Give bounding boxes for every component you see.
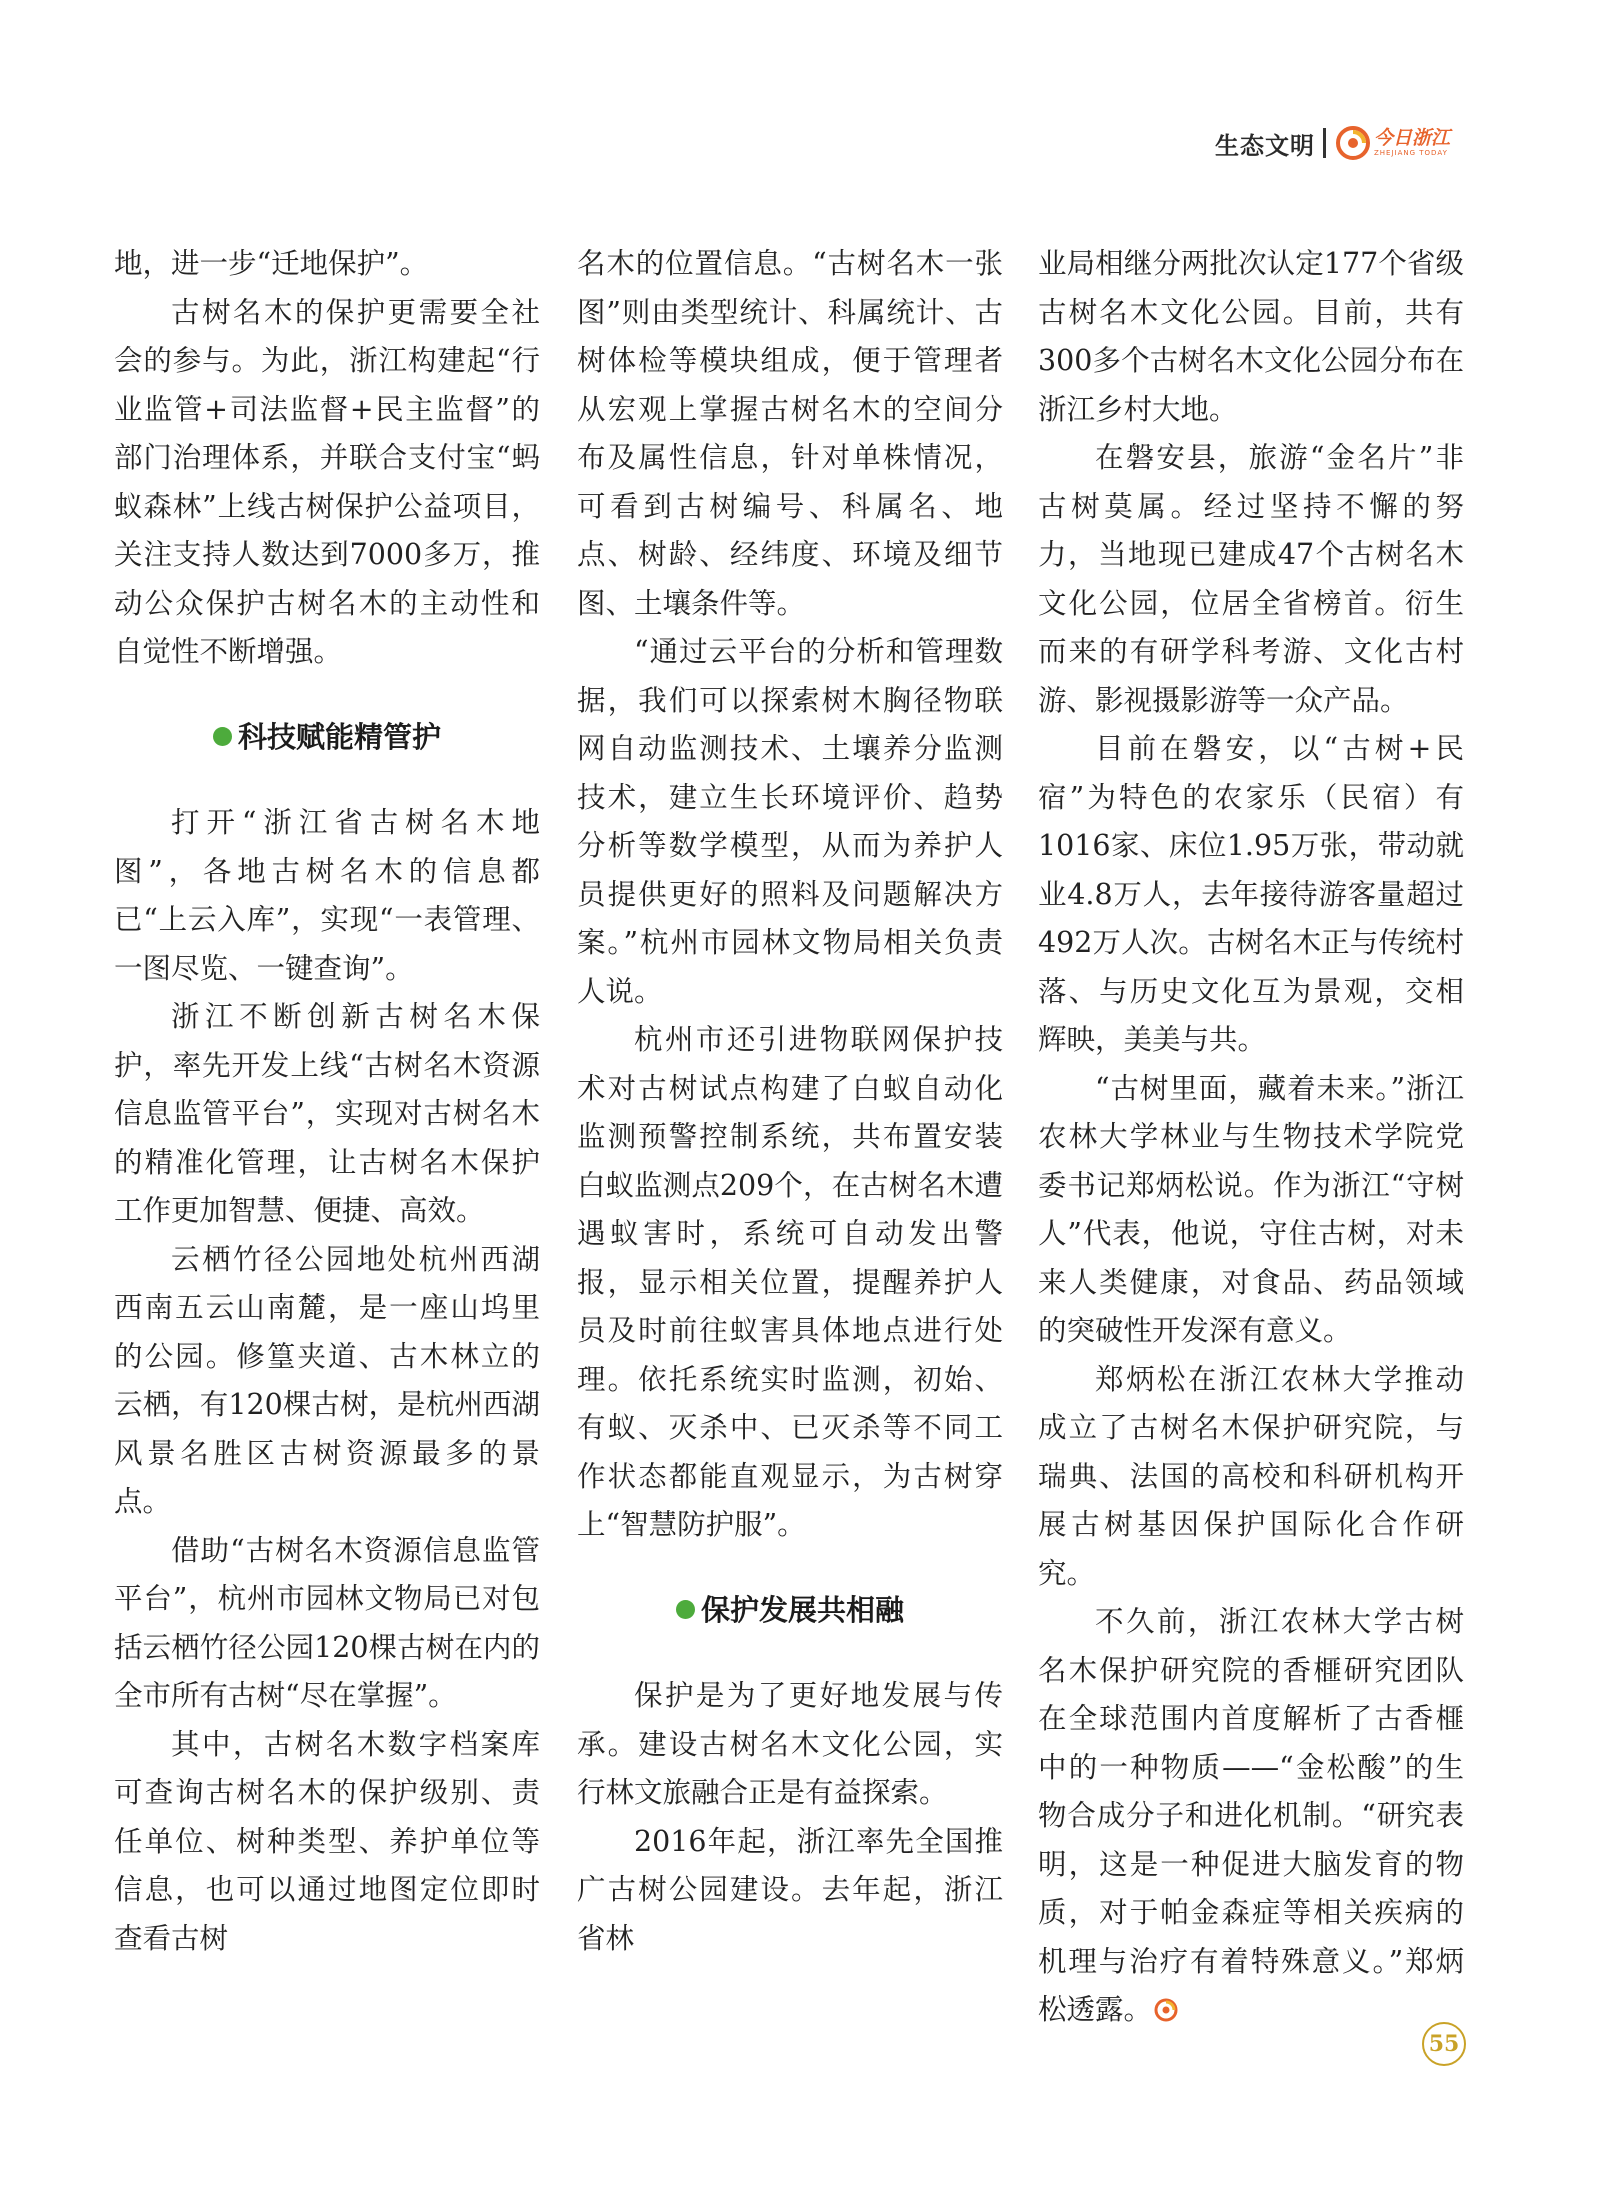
paragraph: 业局相继分两批次认定177个省级古树名木文化公园。目前，共有300多个古树名木文化公园分布在浙江乡村大地。 (1038, 247, 1464, 426)
paragraph: 在磐安县，旅游“金名片”非古树莫属。经过坚持不懈的努力，当地现已建成47个古树名木文化公园，位居全省榜首。衍生而来的有研学科考游、文化古村游、影视摄影游等一众产品。 (1038, 441, 1464, 717)
section-name: 生态文明 (1214, 131, 1315, 160)
page-header (1215, 118, 1450, 168)
page-number: 55 (1422, 2022, 1466, 2066)
paragraph-last (1038, 1598, 1464, 2035)
paragraph: “通过云平台的分析和管理数据，我们可以探索树木胸径物联网自动监测技术、土壤养分监测技术，建立生长环境评价、趋势分析等数学模型，从而为养护人员提供更好的照料及问题解决方案。”杭州市园林文物局相关负责人说。 (577, 635, 1003, 1008)
paragraph: 地，进一步“迁地保护”。 (114, 247, 429, 280)
paragraph: 浙江不断创新古树名木保护，率先开发上线“古树名木资源信息监管平台”，实现对古树名木的精准化管理，让古树名木保护工作更加智慧、便捷、高效。 (114, 1000, 540, 1227)
article-column-2 (577, 240, 1003, 1963)
header-divider (1323, 128, 1326, 158)
paragraph: 目前在磐安，以“古树+民宿”为特色的农家乐（民宿）有1016家、床位1.95万张，带动就业4.8万人，去年接待游客量超过492万人次。古树名木正与传统村落、与历史文化互为景观，交相辉映，美美与共。 (1038, 732, 1464, 1056)
end-mark-icon (1154, 1998, 1178, 2022)
paragraph: 借助“古树名木资源信息监管平台”，杭州市园林文物局已对包括云栖竹径公园120棵古树在内的全市所有古树“尽在掌握”。 (114, 1533, 540, 1712)
paragraph: 保护是为了更好地发展与传承。建设古树名木文化公园，实行林文旅融合正是有益探索。 (577, 1679, 1003, 1809)
paragraph: 其中，古树名木数字档案库可查询古树名木的保护级别、责任单位、树种类型、养护单位等信息，也可以通过地图定位即时查看古树 (114, 1727, 540, 1955)
article-column-1 (114, 240, 540, 1963)
paragraph: 打开“浙江省古树名木地图”，各地古树名木的信息都已“上云入库”，实现“一表管理、一图尽览、一键查询”。 (114, 806, 540, 985)
paragraph: 郑炳松在浙江农林大学推动成立了古树名木保护研究院，与瑞典、法国的高校和科研机构开展古树基因保护国际化合作研究。 (1038, 1362, 1464, 1590)
logo-chinese-text: 今日浙江 (1373, 127, 1450, 149)
paragraph-text: 不久前，浙江农林大学古树名木保护研究院的香榧研究团队在全球范围内首度解析了古香榧中的一种物质——“金松酸”的生物合成分子和进化机制。“研究表明，这是一种促进大脑发育的物质，对于帕金森症等相关疾病的机理与治疗有着特殊意义。”郑炳松透露。 (1038, 1605, 1464, 2026)
paragraph: 2016年起，浙江率先全国推广古树公园建设。去年起，浙江省林 (577, 1824, 1003, 1955)
heading-dot-icon (676, 1600, 695, 1619)
paragraph: 杭州市还引进物联网保护技术对古树试点构建了白蚁自动化监测预警控制系统，共布置安装白蚁监测点209个，在古树名木遭遇蚁害时，系统可自动发出警报，显示相关位置，提醒养护人员及时前往蚁害具体地点进行处理。依托系统实时监测，初始、有蚁、灭杀中、已灭杀等不同工作状态都能直观显示，为古树穿上“智慧防护服”。 (577, 1023, 1003, 1541)
paragraph: “古树里面，藏着未来。”浙江农林大学林业与生物技术学院党委书记郑炳松说。作为浙江“守树人”代表，他说，守住古树，对未来人类健康，对食品、药品领域的突破性开发深有意义。 (1038, 1071, 1464, 1347)
section-heading-text: 科技赋能精管护 (237, 719, 441, 754)
heading-dot-icon (213, 727, 232, 746)
paragraph: 名木的位置信息。“古树名木一张图”则由类型统计、科属统计、古树体检等模块组成，便于管理者从宏观上掌握古树名木的空间分布及属性信息，针对单株情况，可看到古树编号、科属名、地点、树龄、经纬度、环境及细节图、土壤条件等。 (577, 247, 1003, 620)
section-heading-development (577, 1586, 1003, 1635)
section-heading-text: 保护发展共相融 (700, 1592, 904, 1627)
paragraph: 古树名木的保护更需要全社会的参与。为此，浙江构建起“行业监管+司法监督+民主监督”的部门治理体系，并联合支付宝“蚂蚁森林”上线古树保护公益项目，关注支持人数达到7000多万，推动公众保护古树名木的主动性和自觉性不断增强。 (114, 295, 540, 668)
logo-english-text: ZHEJIANG TODAY (1373, 149, 1448, 157)
article-column-3 (1038, 240, 1464, 2035)
logo-swirl-icon (1336, 126, 1370, 160)
magazine-logo (1336, 126, 1450, 160)
paragraph: 云栖竹径公园地处杭州西湖西南五云山南麓，是一座山坞里的公园。修篁夹道、古木林立的云栖，有120棵古树，是杭州西湖风景名胜区古树资源最多的景点。 (114, 1242, 540, 1518)
section-heading-tech (114, 713, 540, 762)
